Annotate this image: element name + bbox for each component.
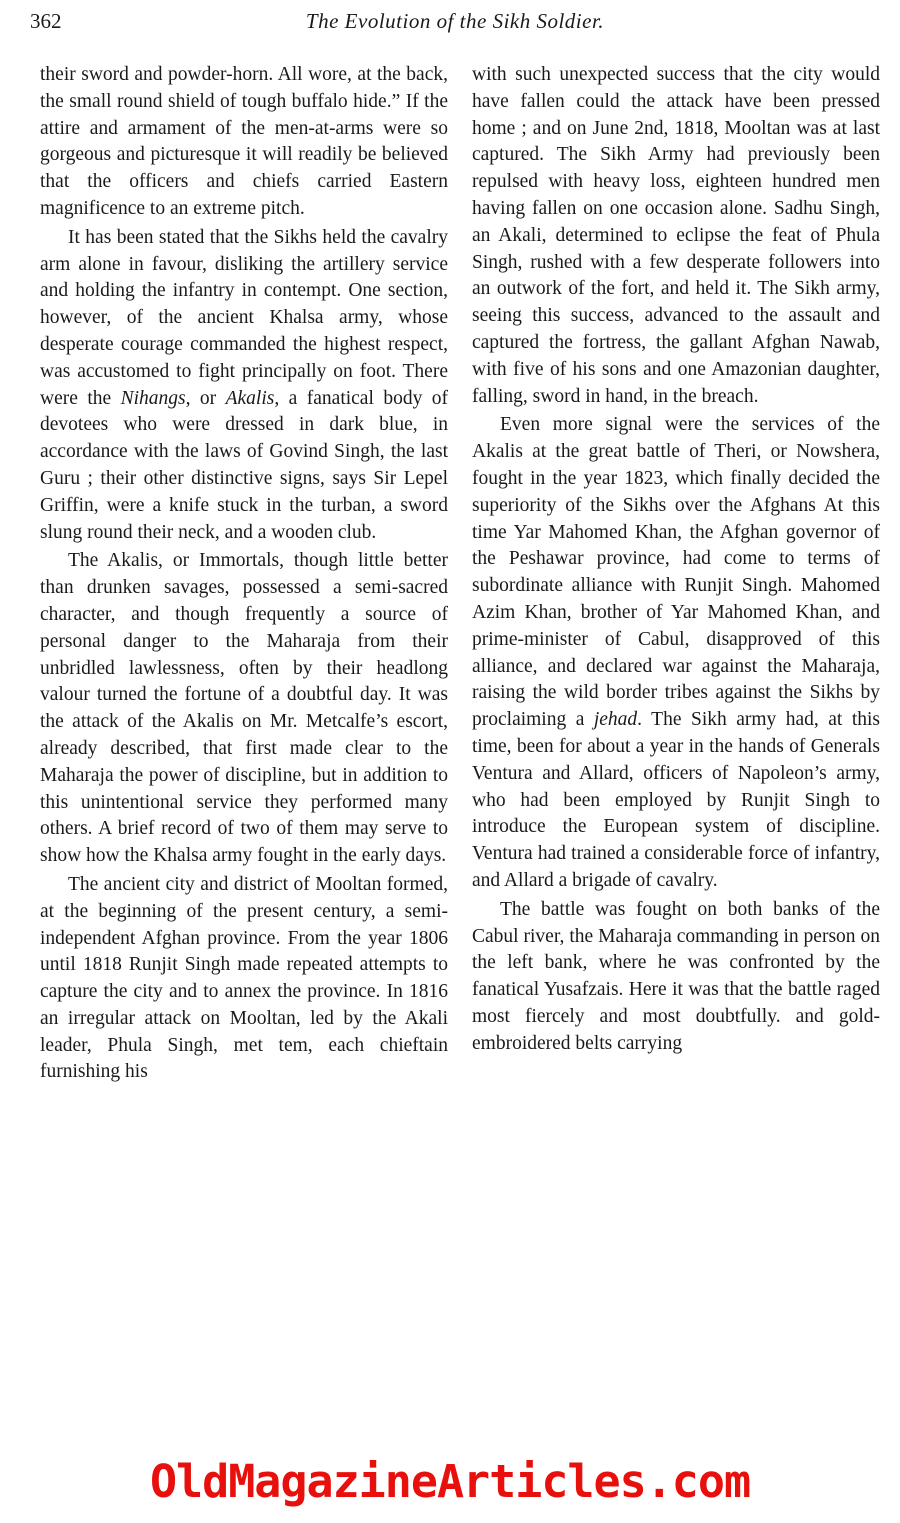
- text-run: . The Sikh army had, at this time, been for about a year in the hands of Generals Ventura and Allard, officers of Napoleon’s army, who had been employed by Runjit Singh to introduce the European system of discipline. Ventura had trained a considerable force of infantry, and Allard a brigade of cavalry.: [472, 709, 880, 891]
- running-title: The Evolution of the Sikh Soldier.: [305, 9, 605, 33]
- paragraph: The battle was fought on both banks of the Cabul river, the Maharaja commanding in person on the left bank, where he was confronted by the fanatical Yusafzais. Here it was that the battle raged most fiercely and most doubtfully. and gold-embroidered belts carrying: [472, 898, 880, 1054]
- paragraph: The Akalis, or Immortals, though little better than drunken savages, possessed a semi-sacred character, and though frequently a source of personal danger to the Maharaja from their unbridled lawlessness, often by their headlong valour turned the fortune of a doubtful day. It was the attack of the Akalis on Mr. Metcalfe’s escort, already described, that first made clear to the Maharaja the power of discipline, but in addition to this unintentional service they performed many others. A brief record of two of them may serve to show how the Khalsa army fought in the early days.: [40, 550, 448, 867]
- paragraph: with such unexpected success that the city would have fallen could the attack have been pressed home ; and on June 2nd, 1818, Mooltan was at last captured. The Sikh Army had previously been repulsed with heavy loss, eighteen hundred men having fallen on one occasion alone. Sadhu Singh, an Akali, determined to eclipse the feat of Phula Singh, rushed with a few desperate followers into an outwork of the fort, and held it. The Sikh army, seeing this success, advanced to the assault and captured the fortress, the gallant Afghan Nawab, with five of his sons and one Amazonian daughter, falling, sword in hand, in the breach.: [472, 64, 880, 407]
- page-number: 362: [30, 9, 62, 33]
- paragraph: [472, 412, 880, 894]
- paragraph: The ancient city and district of Mooltan formed, at the beginning of the present century, a semi-independent Afghan province. From the year 1806 until 1818 Runjit Singh made repeated attempts to capture the city and to annex the province. In 1816 an irregular attack on Mooltan, led by the Akali leader, Phula Singh, met tem, each chieftain furnishing his: [40, 873, 448, 1083]
- running-header: [30, 6, 880, 36]
- text-run: It has been stated that the Sikhs held the cavalry arm alone in favour, disliking the artillery service and holding the infantry in contempt. One section, however, of the ancient Khalsa army, whose desperate courage commanded the highest respect, was accustomed to fight principally on foot. There were the: [40, 226, 448, 409]
- paragraph: [40, 225, 448, 547]
- italic-term: jehad: [593, 709, 638, 731]
- paragraph: their sword and powder-horn. All wore, at the back, the small round shield of tough buffalo hide.” If the attire and armament of the men-at-arms were so gorgeous and picturesque it will readily be believed that the officers and chiefs carried Eastern magnificence to an extreme pitch.: [40, 64, 448, 219]
- right-column: [472, 62, 880, 1057]
- text-run: , or: [185, 387, 226, 409]
- site-watermark: OldMagazineArticles.com: [149, 1455, 751, 1508]
- italic-term: Akalis: [225, 387, 275, 409]
- left-column: [40, 62, 448, 1086]
- italic-term: Nihangs: [120, 387, 186, 409]
- text-run: , a fanatical body of devotees who were dressed in dark blue, in accordance with the laws of Govind Singh, the last Guru ; their other distinctive signs, says Sir Lepel Griffin, were a knife stuck in the turban, a sword slung round their neck, and a wooden club.: [40, 387, 448, 543]
- text-run: Even more signal were the services of the Akalis at the great battle of Theri, or Nowshera, fought in the year 1823, which finally decided the superiority of the Sikhs over the Afghans At this time Yar Mahomed Khan, the Afghan governor of the Peshawar province, had come to terms of subordinate alliance with Runjit Singh. Mahomed Azim Khan, brother of Yar Mahomed Khan, and prime-minister of Cabul, disapproved of this alliance, and declared war against the Maharaja, raising the wild border tribes against the Sikhs by proclaiming a: [472, 414, 880, 731]
